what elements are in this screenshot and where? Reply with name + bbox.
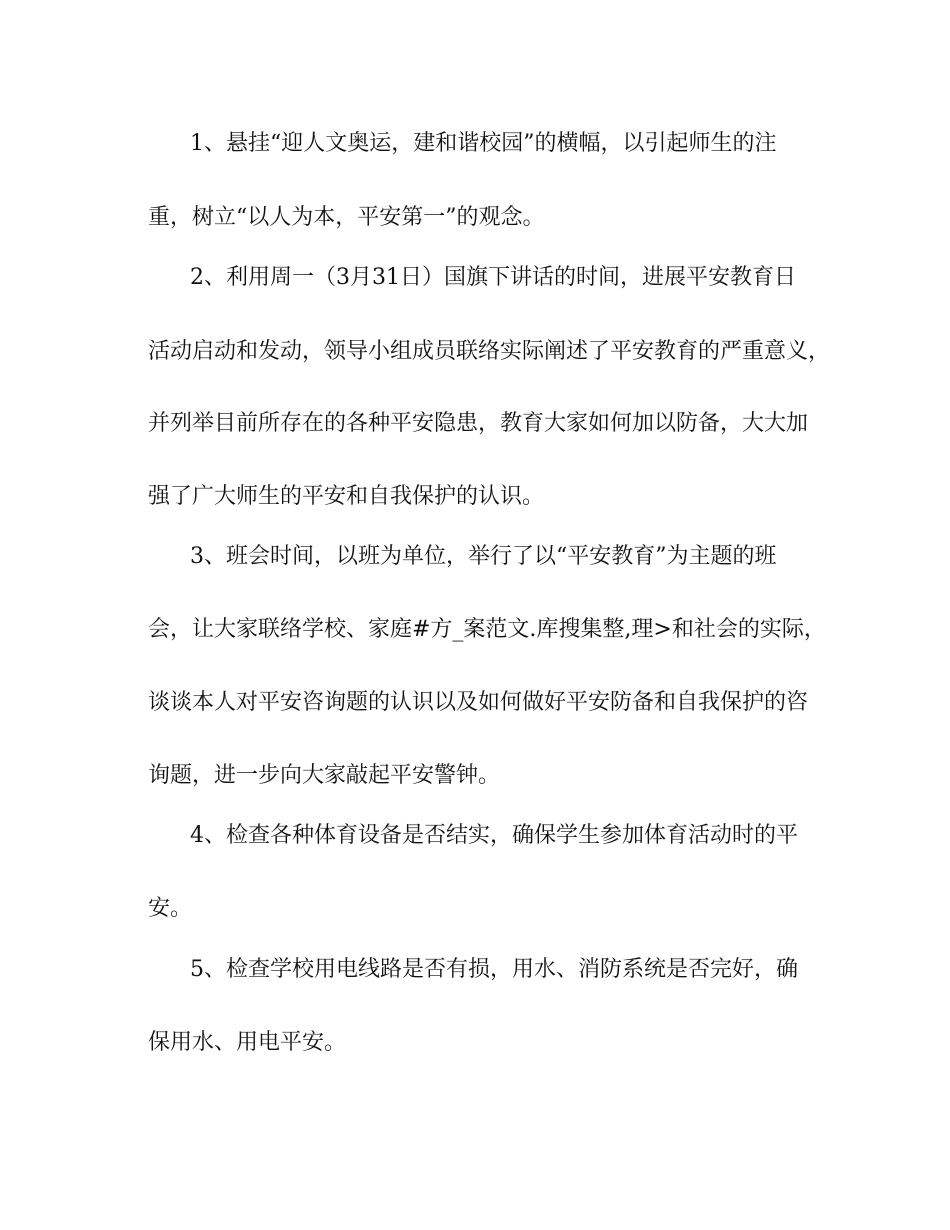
paragraph-5-line-2: 保用水、用电平安。 — [148, 1030, 347, 1055]
paragraph-2-line-1: 2、利用周一（3月31日）国旗下讲话的时间，进展平安教育日 — [190, 265, 796, 290]
paragraph-3-line-2: 会，让大家联络学校、家庭#方_案范文.库搜集整,理>和社会的实际， — [148, 617, 826, 642]
paragraph-2-line-2: 活动启动和发动，领导小组成员联络实际阐述了平安教育的严重意义， — [148, 339, 831, 364]
paragraph-1-line-2: 重，树立“以人为本，平安第一”的观念。 — [148, 205, 545, 230]
paragraph-4-line-2: 安。 — [148, 896, 193, 921]
paragraph-1-line-1: 1、悬挂“迎人文奥运，建和谐校园”的横幅，以引起师生的注 — [190, 131, 777, 156]
paragraph-3-line-1: 3、班会时间，以班为单位，举行了以“平安教育”为主题的班 — [190, 544, 777, 569]
paragraph-3-line-4: 询题，进一步向大家敲起平安警钟。 — [148, 763, 501, 788]
paragraph-3-line-3: 谈谈本人对平安咨询题的认识以及如何做好平安防备和自我保护的咨 — [148, 690, 809, 715]
paragraph-2-line-3: 并列举目前所存在的各种平安隐患，教育大家如何加以防备，大大加 — [148, 411, 809, 436]
paragraph-4-line-1: 4、检查各种体育设备是否结实，确保学生参加体育活动时的平 — [190, 823, 798, 848]
paragraph-2-line-4: 强了广大师生的平安和自我保护的认识。 — [148, 484, 545, 509]
paragraph-5-line-1: 5、检查学校用电线路是否有损，用水、消防系统是否完好，确 — [190, 957, 798, 982]
